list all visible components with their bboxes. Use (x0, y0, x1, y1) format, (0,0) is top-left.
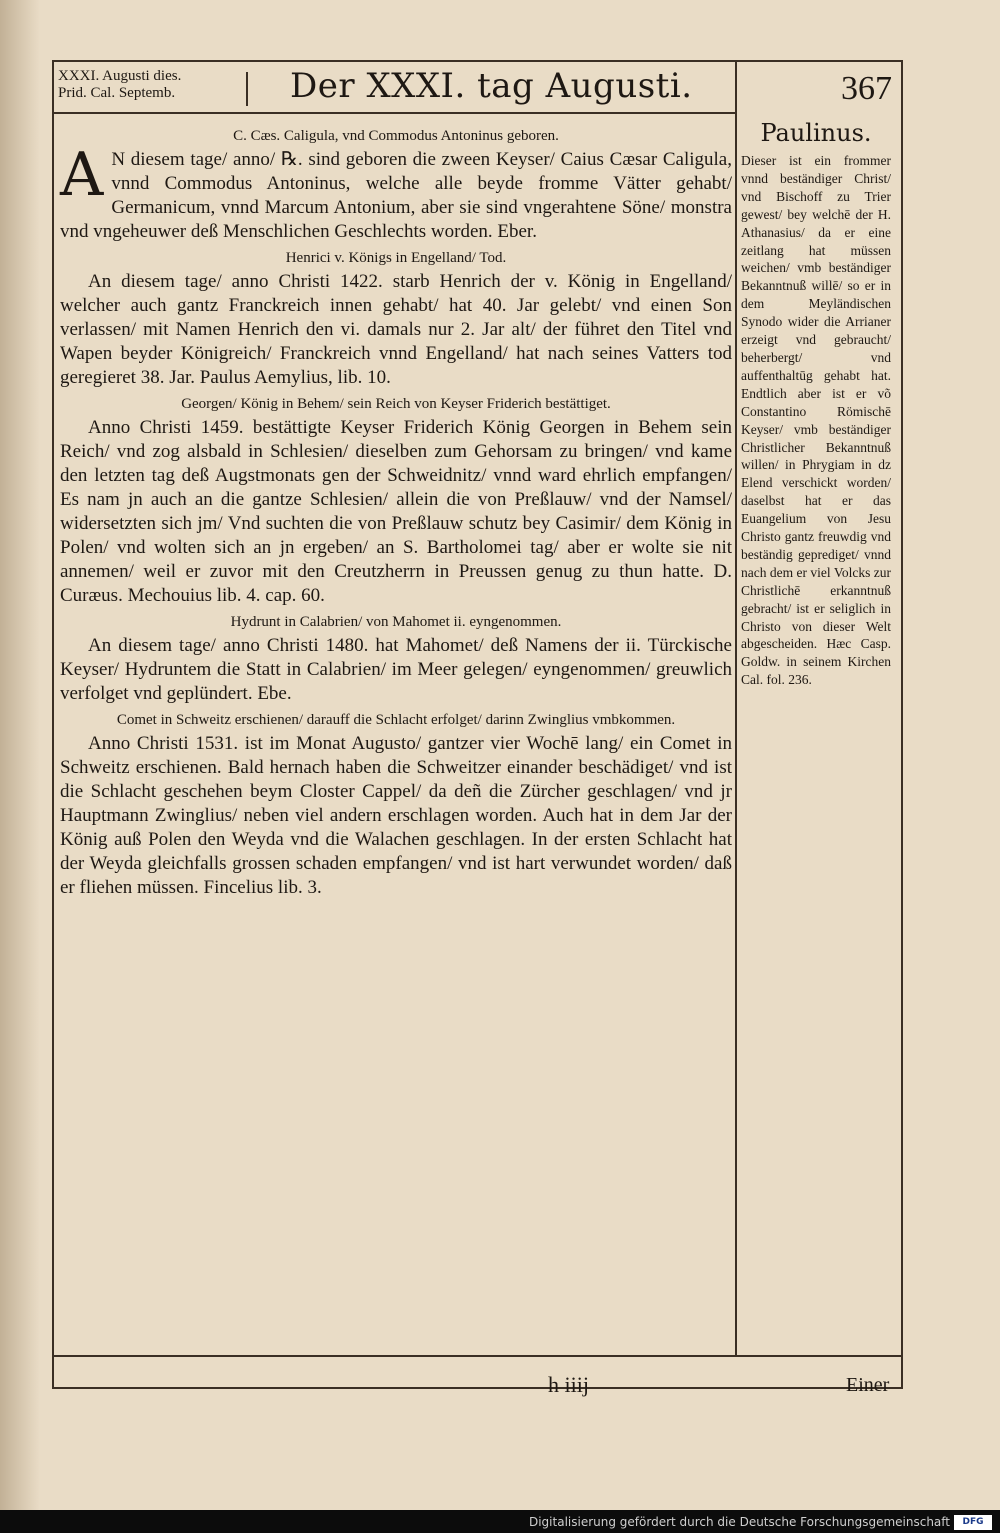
section-heading: Georgen/ König in Behem/ sein Reich von Keyser Friderich bestättiget. (181, 396, 611, 412)
section-heading: Hydrunt in Calabrien/ von Mahomet ii. eyngenommen. (230, 614, 562, 630)
header-rule (54, 112, 736, 114)
page-gutter-shadow (0, 0, 40, 1510)
credit-text: Digitalisierung gefördert durch die Deutsche Forschungsgemeinschaft (528, 1515, 950, 1529)
section-heading: Comet in Schweitz erschienen/ darauff die Schlacht erfolget/ darinn Zwinglius vmbkommen. (116, 712, 676, 728)
page-footer (0, 1372, 1000, 1398)
section-comet (60, 712, 732, 900)
section-paragraph (60, 140, 732, 244)
section-paragraph: Anno Christi 1459. bestättigte Keyser Friderich König Georgen in Behem sein Reich/ vnd zog alsbald in Schlesien/ dieselben zum Gehorsam zu bringen/ vnd kame den letzten tag deß Augstmonats gen der Schweidnitz/ vnnd ward ehrlich empfangen/ Es nam jn auch an die gantze Schlesien/ allein die von Preßlauw/ vnd der Namsel/ widersetzten sich jm/ Vnd suchten die von Preßlauw schutz bey Casimir/ dem König in Polen/ vnd wolten sich an jn ergeben/ an S. Bartholomei tag/ aber er wolte sie nit annemen/ weil er zuvor mit den Creutzherrn in Preussen genug zu thun hatte. D. Curæus. Mechouius lib. 4. cap. 60. (60, 417, 732, 606)
header-separator (246, 72, 248, 106)
digitization-credit-bar (0, 1512, 1000, 1533)
header-latin-date (58, 68, 238, 102)
main-text-column (60, 124, 732, 906)
section-heading: Henrici v. Königs in Engelland/ Tod. (285, 250, 507, 266)
section-henrici (60, 250, 732, 390)
header-latin-line1: XXXI. Augusti dies. (58, 68, 182, 84)
bottom-rule (52, 1355, 901, 1357)
section-heading: C. Cæs. Caligula, vnd Commodus Antoninus geboren. (233, 128, 559, 144)
section-paragraph: An diesem tage/ anno Christi 1480. hat Mahomet/ deß Namens der ii. Türckische Keyser/ Hydruntem die Statt in Calabrien/ im Meer gelegen/ eyngenommen/ greuwlich verfolget vnd geplündert. Ebe. (60, 635, 732, 704)
sidebar-column (741, 118, 891, 689)
page-title: Der XXXI. tag Augusti. (290, 66, 693, 106)
sidebar-title: Paulinus. (760, 119, 872, 147)
sidebar-text: Dieser ist ein frommer vnnd beständiger Christ/ vnd Bischoff zu Trier gewest/ bey welchē der H. Athanasius/ da er eine zeitlang hat müssen weichen/ vmb beständiger Bekanntnuß willē/ so er in dem Meyländischen Synodo wider die Arrianer erzeigt vnd gebraucht/ beherbergt/ vnd auffenthaltūg gehabt hat. Endtlich aber ist er võ Constantino Römischē Keyser/ vmb beständiger Christlicher Bekanntnuß willen/ in Phrygiam in dz Elend verschickt worden/ daselbst hat er das Euangelium von Jesu Christo gantz freuwdig vnd beständig geprediget/ vnnd nach dem er viel Volcks zur Christlichē erkanntnuß gebracht/ ist er seliglich in Christo von dieser Welt abgescheiden. Hæc Casp. Goldw. in seinem Kirchen Cal. fol. 236. (741, 153, 891, 688)
catchword: Einer (846, 1374, 890, 1396)
drop-cap-initial: A (60, 140, 104, 210)
section-georgen (60, 396, 732, 608)
section-hydrunt (60, 614, 732, 706)
section-caligula (60, 128, 732, 244)
column-divider (735, 62, 737, 1355)
signature-mark: h iiij (548, 1372, 589, 1397)
section-paragraph: An diesem tage/ anno Christi 1422. starb Henrich der v. König in Engelland/ welcher auch gantz Franckreich innen gehabt/ hat 40. Jar gelebt/ vnd einen Son verlassen/ mit Namen Henrich den vi. damals nur 2. Jar alt/ der führet den Titel vnd Wapen beyder Königreich/ Franckreich vnnd Engelland/ hat nach seines Vatters tod geregieret 38. Jar. Paulus Aemylius, lib. 10. (60, 271, 732, 388)
dfg-logo: DFG (954, 1515, 992, 1530)
header-latin-line2: Prid. Cal. Septemb. (58, 85, 176, 101)
section-text: N diesem tage/ anno/ ℞. sind geboren die zween Keyser/ Caius Cæsar Caligula, vnnd Commodus Antoninus, welche alle beyde fromme Vätter gehabt/ Germanicum, vnnd Marcum Antonium, aber sie sind vngerahtene Söne/ monstra vnd vngeheuwer deß Menschlichen Geschlechts worden. Eber. (60, 149, 732, 242)
page-number: 367 (841, 70, 892, 107)
section-paragraph: Anno Christi 1531. ist im Monat Augusto/ gantzer vier Wochē lang/ ein Comet in Schweitz erschienen. Bald hernach haben die Schweitzer einander beschädiget/ vnd ist die Schlacht geschehen beym Closter Cappel/ da deñ die Zürcher geschlagen/ vnd jr Hauptmann Zwinglius/ neben viel andern erschlagen worden. Auch hat in dem Jar der König auß Polen den Weyda vnd die Walachen geschlagen. In der ersten Schlacht hat der Weyda gleichfalls grossen schaden empfangen/ vnd ist hart verwundet worden/ daß er fliehen müssen. Fincelius lib. 3. (60, 733, 732, 898)
